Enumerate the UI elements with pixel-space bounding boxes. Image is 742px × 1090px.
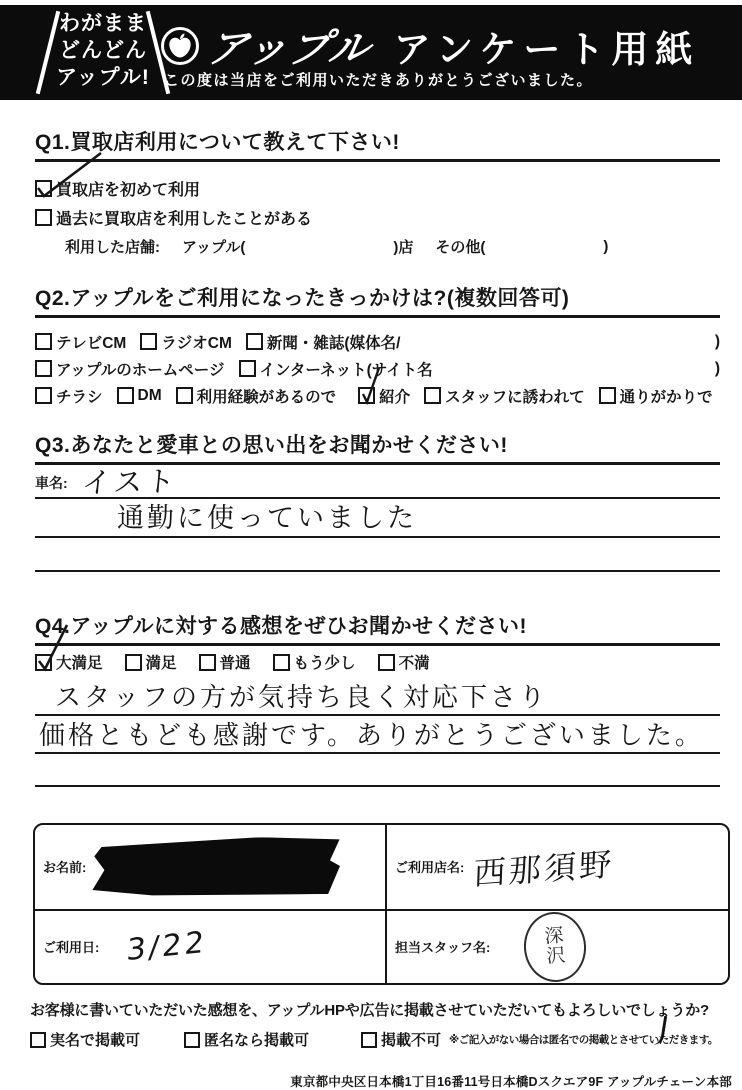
- consent-question: お客様に書いていただいた感想を、アップルHPや広告に掲載させていただいてもよろしいでしょうか?: [30, 1002, 709, 1019]
- checkbox-internet[interactable]: [239, 360, 256, 377]
- checkbox-used-before[interactable]: [35, 209, 52, 226]
- q4-title: Q4.アップルに対する感想をぜひお聞かせください!: [35, 610, 720, 646]
- hanko-stamp-icon: [521, 909, 589, 984]
- checkbox-newspaper[interactable]: [246, 333, 263, 350]
- scanned-questionnaire-page: [0, 5, 742, 1089]
- checkbox-unsatisfied[interactable]: [378, 654, 395, 671]
- q2-section: [35, 282, 720, 409]
- checkbox-passing-by[interactable]: [599, 387, 616, 404]
- slogan-line: アップル!: [56, 66, 150, 89]
- q2-row-1: [35, 328, 720, 355]
- store-other-open: その他(: [435, 238, 486, 256]
- staff-cell: [385, 909, 728, 983]
- checkbox-tv-cm[interactable]: [35, 333, 52, 350]
- header-banner: [0, 5, 742, 100]
- paren-close: ): [714, 332, 720, 350]
- company-address: 東京都中央区日本橋1丁目16番11号日本橋Dスクエア9F アップルチェーン本部: [290, 1075, 732, 1089]
- checkbox-homepage[interactable]: [35, 360, 52, 377]
- option-label: インターネット(サイト名: [259, 361, 433, 379]
- consent-options: [30, 1029, 734, 1050]
- name-label: お名前:: [43, 860, 87, 876]
- date-cell: [35, 909, 385, 983]
- option-label: 掲載不可: [381, 1032, 442, 1049]
- q1-option-used-before: [35, 203, 720, 232]
- checkbox-first-time[interactable]: [35, 180, 52, 197]
- footer: [30, 999, 734, 1090]
- q3-section: [35, 429, 720, 572]
- store-apple-open: アップル(: [182, 238, 246, 256]
- slogan-line: どんどん: [59, 39, 147, 62]
- option-label: 満足: [145, 655, 177, 672]
- name-cell: [35, 825, 385, 909]
- consent-note: ※ご記入がない場合は匿名での掲載とさせていただきます。: [449, 1034, 718, 1046]
- satisfaction-options: [35, 646, 720, 678]
- store-apple-close: )店: [393, 238, 414, 256]
- option-label: 利用経験があるので: [196, 388, 337, 406]
- store-other-close: ): [603, 237, 609, 255]
- option-label: チラシ: [56, 388, 103, 406]
- stamp-char: 沢: [545, 944, 567, 968]
- store-name-handwriting: 西那須野: [473, 845, 616, 893]
- slogan-badge: [50, 10, 156, 95]
- option-label: もう少し: [293, 655, 356, 672]
- checkbox-could-be-better[interactable]: [273, 654, 290, 671]
- checkbox-real-name-ok[interactable]: [30, 1032, 46, 1048]
- memory-row: [35, 499, 720, 538]
- checkbox-experience[interactable]: [176, 387, 193, 404]
- comment-line-2: [35, 716, 720, 754]
- option-label: 普通: [219, 655, 251, 672]
- check-icon: [360, 366, 382, 404]
- memory-handwriting: 通勤に使っていました: [117, 503, 417, 534]
- paren-close: ): [714, 359, 720, 377]
- info-table: [33, 823, 730, 985]
- option-label: 大満足: [56, 655, 103, 672]
- q3-title: Q3.あなたと愛車との思い出をお聞かせください!: [35, 429, 720, 465]
- car-name-label: 車名:: [35, 475, 68, 491]
- checkbox-referral[interactable]: [358, 387, 375, 404]
- option-label: スタッフに誘われて: [445, 388, 585, 406]
- checkbox-no-publish[interactable]: [361, 1032, 377, 1048]
- checkbox-dm[interactable]: [117, 387, 134, 404]
- option-label: DM: [137, 386, 162, 404]
- staff-label: 担当スタッフ名:: [394, 940, 491, 956]
- option-label: 買取店を初めて利用: [56, 182, 201, 199]
- option-label: テレビCM: [56, 334, 127, 352]
- option-label: 実名で掲載可: [50, 1032, 141, 1049]
- date-label: ご利用日:: [43, 940, 100, 956]
- car-name-handwriting: イスト: [80, 464, 179, 500]
- checkbox-normal[interactable]: [199, 654, 216, 671]
- slogan-line: わがまま: [59, 12, 147, 35]
- store-line-label: 利用した店舗:: [65, 238, 160, 256]
- form-tagline: この度は当店をご利用いただきありがとうございました。: [164, 72, 594, 89]
- check-icon: [35, 150, 105, 198]
- brand-row: [160, 17, 699, 74]
- option-label: 新聞・雑誌(媒体名/: [266, 334, 401, 352]
- checkbox-satisfied[interactable]: [125, 654, 142, 671]
- ruled-line[interactable]: [35, 538, 720, 572]
- option-label: 不満: [398, 655, 430, 672]
- q4-section: [35, 610, 720, 787]
- option-label: 匿名なら掲載可: [204, 1032, 310, 1049]
- option-label: 紹介: [379, 388, 411, 406]
- ruled-line[interactable]: [35, 754, 720, 787]
- checkbox-radio-cm[interactable]: [140, 333, 157, 350]
- checkbox-flyer[interactable]: [35, 387, 52, 404]
- q1-store-line: [35, 232, 720, 260]
- apple-icon: [160, 26, 200, 66]
- option-label: ラジオCM: [161, 334, 232, 352]
- option-label: 過去に買取店を利用したことがある: [56, 211, 313, 228]
- store-label: ご利用店名:: [394, 860, 465, 876]
- comment-line-1: [35, 678, 720, 716]
- checkbox-staff-invite[interactable]: [424, 387, 441, 404]
- q2-title: Q2.アップルをご利用になったきっかけは?(複数回答可): [35, 282, 720, 318]
- brand-logo-text: アップル: [203, 27, 375, 71]
- q1-option-first-time: [35, 174, 720, 203]
- form-title: アンケート用紙: [393, 28, 700, 70]
- checkbox-anonymous-ok[interactable]: [184, 1032, 200, 1048]
- q1-section: [35, 126, 720, 260]
- comment-handwriting: スタッフの方が気持ち良く対応下さり: [55, 683, 549, 713]
- check-icon: [36, 623, 70, 671]
- q1-title: Q1.買取店利用について教えて下さい!: [35, 126, 720, 162]
- redacted-name: [92, 836, 341, 898]
- option-label: アップルのホームページ: [56, 361, 225, 379]
- q2-row-3: [35, 382, 720, 409]
- comment-handwriting: 価格ともども感謝です。ありがとうございました。: [39, 721, 704, 751]
- stamp-char: 深: [543, 924, 565, 948]
- store-cell: [385, 825, 728, 909]
- car-name-row: [35, 465, 720, 499]
- date-handwriting: 3/22: [125, 925, 209, 969]
- option-label: 通りがかりで: [619, 388, 713, 406]
- checkbox-very-satisfied[interactable]: [35, 654, 52, 671]
